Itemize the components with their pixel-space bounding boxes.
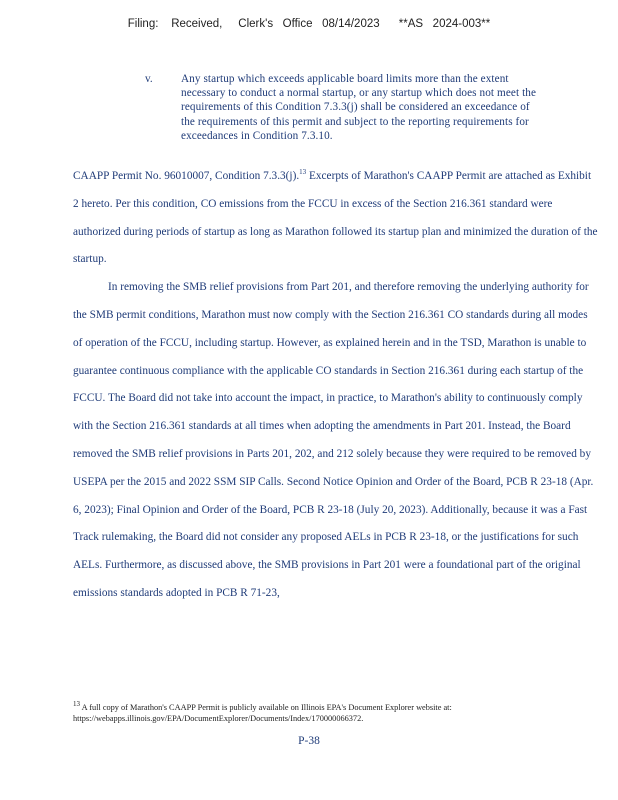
footnote-number: 13: [73, 700, 80, 709]
footnote-reference[interactable]: 13: [299, 168, 307, 177]
footnote-text: A full copy of Marathon's CAAPP Permit is publicly available on Illinois EPA's Document Explorer website at: https://webapps.illinois.gov/EPA/DocumentExplorer/Documents/Index/170000066372.: [73, 703, 452, 723]
paragraph-1: [73, 163, 598, 274]
list-marker: v.: [145, 73, 153, 85]
footnote: [73, 700, 598, 724]
paragraph-1-rest: Excerpts of Marathon's CAAPP Permit are attached as Exhibit 2 hereto. Per this condition, CO emissions from the FCCU in excess of the Section 216.361 standard were authorized during periods of startup as long as Marathon followed its startup plan and minimized the duration of the startup.: [73, 170, 598, 266]
paragraph-1-lead: CAAPP Permit No. 96010007, Condition 7.3.3(j).: [73, 170, 300, 182]
list-item-text: Any startup which exceeds applicable board limits more than the extent necessary to conduct a normal startup, or any startup which does not meet the requirements of this Condition 7.3.3(j) shall be considered an exceedance of the requirements of this permit and subject to the reporting requirements for exceedances in Condition 7.3.10.: [181, 73, 537, 142]
filing-header: Filing: Received, Clerk's Office 08/14/2023 **AS 2024-003**: [127, 18, 491, 30]
page-number: P-38: [298, 735, 320, 747]
paragraph-2: In removing the SMB relief provisions from Part 201, and therefore removing the underlying authority for the SMB permit conditions, Marathon must now comply with the Section 216.361 CO standards during all modes of operation of the FCCU, including startup. However, as explained herein and in the TSD, Marathon is unable to guarantee continuous compliance with the applicable CO standards in Section 216.361 during each startup of the FCCU. The Board did not take into account the impact, in practice, to Marathon's ability to continuously comply with the Section 216.361 standards at all times when adopting the amendments in Part 201. Instead, the Board removed the SMB relief provisions in Parts 201, 202, and 212 solely because they were required to be removed by USEPA per the 2015 and 2022 SSM SIP Calls. Second Notice Opinion and Order of the Board, PCB R 23-18 (Apr. 6, 2023); Final Opinion and Order of the Board, PCB R 23-18 (July 20, 2023). Additionally, because it was a Fast Track rulemaking, the Board did not consider any proposed AELs in PCB R 23-18, or the justifications for such AELs. Furthermore, as discussed above, the SMB provisions in Part 201 were a foundational part of the original emissions standards adopted in PCB R 71-23,: [73, 281, 594, 599]
body-text: [73, 163, 598, 608]
